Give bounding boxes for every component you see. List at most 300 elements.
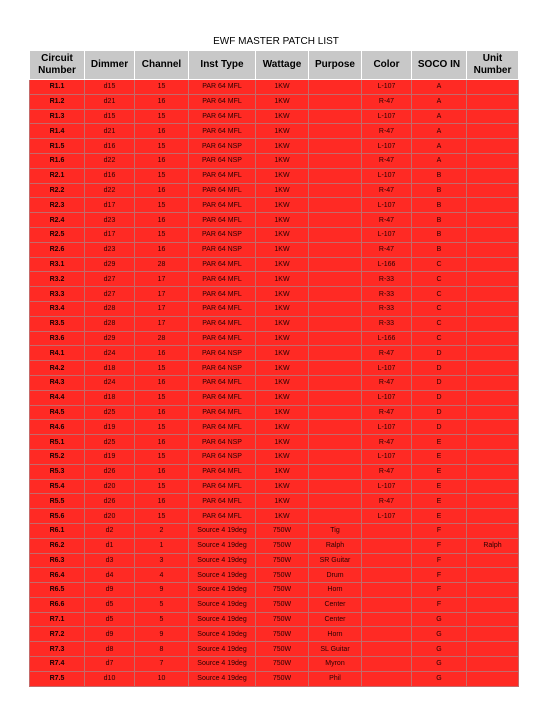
wattage-cell: 750W <box>256 642 309 657</box>
channel-cell: 10 <box>135 671 189 686</box>
channel-cell: 16 <box>135 153 189 168</box>
inst-type-cell: Source 4 19deg <box>189 642 256 657</box>
purpose-cell <box>309 316 362 331</box>
purpose-cell <box>309 435 362 450</box>
circuit-cell: R1.4 <box>30 124 85 139</box>
circuit-cell: R4.3 <box>30 375 85 390</box>
channel-cell: 5 <box>135 597 189 612</box>
soco-cell: B <box>412 198 467 213</box>
wattage-cell: 1KW <box>256 420 309 435</box>
circuit-cell: R2.5 <box>30 227 85 242</box>
inst-type-cell: PAR 64 MFL <box>189 301 256 316</box>
unit-number-cell <box>467 213 519 228</box>
color-cell: R-33 <box>362 272 412 287</box>
header-wattage: Wattage <box>256 51 309 80</box>
dimmer-cell: d15 <box>85 80 135 95</box>
inst-type-cell: Source 4 19deg <box>189 583 256 598</box>
purpose-cell <box>309 301 362 316</box>
page-title: EWF MASTER PATCH LIST <box>213 36 339 47</box>
dimmer-cell: d24 <box>85 346 135 361</box>
unit-number-cell <box>467 346 519 361</box>
unit-number-cell <box>467 494 519 509</box>
unit-number-cell <box>467 657 519 672</box>
table-row <box>30 597 519 612</box>
dimmer-cell: d16 <box>85 168 135 183</box>
purpose-cell <box>309 331 362 346</box>
soco-cell: G <box>412 627 467 642</box>
wattage-cell: 1KW <box>256 375 309 390</box>
channel-cell: 15 <box>135 449 189 464</box>
purpose-cell <box>309 227 362 242</box>
purpose-cell: SL Guitar <box>309 642 362 657</box>
circuit-cell: R3.2 <box>30 272 85 287</box>
purpose-cell <box>309 168 362 183</box>
circuit-cell: R3.4 <box>30 301 85 316</box>
soco-cell: A <box>412 80 467 95</box>
channel-cell: 16 <box>135 124 189 139</box>
channel-cell: 15 <box>135 361 189 376</box>
circuit-cell: R1.2 <box>30 94 85 109</box>
inst-type-cell: PAR 64 MFL <box>189 198 256 213</box>
color-cell: R-47 <box>362 494 412 509</box>
inst-type-cell: PAR 64 NSP <box>189 435 256 450</box>
soco-cell: F <box>412 583 467 598</box>
unit-number-cell <box>467 523 519 538</box>
dimmer-cell: d27 <box>85 272 135 287</box>
inst-type-cell: Source 4 19deg <box>189 612 256 627</box>
wattage-cell: 1KW <box>256 124 309 139</box>
table-row <box>30 272 519 287</box>
color-cell: R-47 <box>362 405 412 420</box>
unit-number-cell <box>467 509 519 524</box>
table-row <box>30 420 519 435</box>
unit-number-cell <box>467 168 519 183</box>
circuit-cell: R4.1 <box>30 346 85 361</box>
inst-type-cell: PAR 64 MFL <box>189 464 256 479</box>
channel-cell: 16 <box>135 242 189 257</box>
table-row <box>30 331 519 346</box>
wattage-cell: 1KW <box>256 316 309 331</box>
channel-cell: 16 <box>135 464 189 479</box>
soco-cell: E <box>412 509 467 524</box>
color-cell: L-107 <box>362 361 412 376</box>
color-cell <box>362 642 412 657</box>
unit-number-cell <box>467 627 519 642</box>
table-row <box>30 642 519 657</box>
dimmer-cell: d25 <box>85 435 135 450</box>
unit-number-cell <box>467 109 519 124</box>
inst-type-cell: PAR 64 MFL <box>189 375 256 390</box>
channel-cell: 15 <box>135 509 189 524</box>
wattage-cell: 750W <box>256 538 309 553</box>
color-cell <box>362 523 412 538</box>
soco-cell: F <box>412 538 467 553</box>
purpose-cell: Center <box>309 597 362 612</box>
color-cell: L-107 <box>362 168 412 183</box>
dimmer-cell: d20 <box>85 479 135 494</box>
circuit-cell: R4.2 <box>30 361 85 376</box>
wattage-cell: 1KW <box>256 509 309 524</box>
color-cell: L-107 <box>362 80 412 95</box>
circuit-cell: R7.2 <box>30 627 85 642</box>
circuit-cell: R5.5 <box>30 494 85 509</box>
color-cell <box>362 627 412 642</box>
unit-number-cell <box>467 139 519 154</box>
soco-cell: D <box>412 375 467 390</box>
purpose-cell <box>309 375 362 390</box>
color-cell: L-107 <box>362 109 412 124</box>
unit-number-cell <box>467 597 519 612</box>
wattage-cell: 1KW <box>256 227 309 242</box>
unit-number-cell <box>467 80 519 95</box>
inst-type-cell: PAR 64 NSP <box>189 361 256 376</box>
circuit-cell: R7.1 <box>30 612 85 627</box>
unit-number-cell <box>467 94 519 109</box>
header-inst-type: Inst Type <box>189 51 256 80</box>
purpose-cell <box>309 94 362 109</box>
soco-cell: A <box>412 94 467 109</box>
channel-cell: 1 <box>135 538 189 553</box>
table-row <box>30 139 519 154</box>
circuit-cell: R6.2 <box>30 538 85 553</box>
soco-cell: A <box>412 109 467 124</box>
soco-cell: D <box>412 405 467 420</box>
dimmer-cell: d23 <box>85 242 135 257</box>
purpose-cell: Tig <box>309 523 362 538</box>
wattage-cell: 750W <box>256 568 309 583</box>
color-cell: R-47 <box>362 242 412 257</box>
wattage-cell: 750W <box>256 583 309 598</box>
wattage-cell: 750W <box>256 671 309 686</box>
wattage-cell: 1KW <box>256 435 309 450</box>
dimmer-cell: d22 <box>85 183 135 198</box>
soco-cell: E <box>412 435 467 450</box>
soco-cell: E <box>412 494 467 509</box>
color-cell: R-47 <box>362 124 412 139</box>
color-cell: R-47 <box>362 94 412 109</box>
circuit-cell: R5.1 <box>30 435 85 450</box>
unit-number-cell <box>467 272 519 287</box>
table-row <box>30 80 519 95</box>
purpose-cell: Ralph <box>309 538 362 553</box>
unit-number-cell <box>467 479 519 494</box>
channel-cell: 9 <box>135 583 189 598</box>
purpose-cell <box>309 479 362 494</box>
dimmer-cell: d21 <box>85 94 135 109</box>
wattage-cell: 1KW <box>256 94 309 109</box>
color-cell: R-33 <box>362 301 412 316</box>
inst-type-cell: PAR 64 MFL <box>189 109 256 124</box>
circuit-cell: R6.6 <box>30 597 85 612</box>
table-row <box>30 583 519 598</box>
wattage-cell: 1KW <box>256 272 309 287</box>
inst-type-cell: PAR 64 MFL <box>189 420 256 435</box>
soco-cell: C <box>412 331 467 346</box>
dimmer-cell: d26 <box>85 464 135 479</box>
color-cell <box>362 612 412 627</box>
table-row <box>30 405 519 420</box>
table-body <box>30 80 519 687</box>
wattage-cell: 1KW <box>256 361 309 376</box>
table-row <box>30 301 519 316</box>
color-cell: R-47 <box>362 213 412 228</box>
unit-number-cell <box>467 553 519 568</box>
unit-number-cell <box>467 301 519 316</box>
dimmer-cell: d25 <box>85 405 135 420</box>
soco-cell: G <box>412 657 467 672</box>
inst-type-cell: PAR 64 NSP <box>189 153 256 168</box>
unit-number-cell: Ralph <box>467 538 519 553</box>
inst-type-cell: Source 4 19deg <box>189 657 256 672</box>
table-row <box>30 346 519 361</box>
channel-cell: 5 <box>135 612 189 627</box>
soco-cell: D <box>412 390 467 405</box>
inst-type-cell: PAR 64 MFL <box>189 390 256 405</box>
channel-cell: 15 <box>135 390 189 405</box>
table-row <box>30 390 519 405</box>
purpose-cell <box>309 346 362 361</box>
table-row <box>30 612 519 627</box>
dimmer-cell: d27 <box>85 287 135 302</box>
channel-cell: 16 <box>135 213 189 228</box>
wattage-cell: 1KW <box>256 242 309 257</box>
purpose-cell: Phil <box>309 671 362 686</box>
table-row <box>30 198 519 213</box>
table-row <box>30 153 519 168</box>
unit-number-cell <box>467 583 519 598</box>
circuit-cell: R5.2 <box>30 449 85 464</box>
table-row <box>30 479 519 494</box>
unit-number-cell <box>467 405 519 420</box>
unit-number-cell <box>467 464 519 479</box>
purpose-cell <box>309 109 362 124</box>
color-cell: R-47 <box>362 346 412 361</box>
soco-cell: E <box>412 449 467 464</box>
wattage-cell: 750W <box>256 657 309 672</box>
color-cell: L-166 <box>362 331 412 346</box>
unit-number-cell <box>467 316 519 331</box>
color-cell: R-47 <box>362 464 412 479</box>
wattage-cell: 1KW <box>256 168 309 183</box>
color-cell: L-107 <box>362 420 412 435</box>
circuit-cell: R5.4 <box>30 479 85 494</box>
inst-type-cell: PAR 64 MFL <box>189 80 256 95</box>
table-row <box>30 523 519 538</box>
purpose-cell: Center <box>309 612 362 627</box>
channel-cell: 2 <box>135 523 189 538</box>
purpose-cell <box>309 494 362 509</box>
unit-number-cell <box>467 612 519 627</box>
table-row <box>30 435 519 450</box>
dimmer-cell: d18 <box>85 390 135 405</box>
purpose-cell <box>309 361 362 376</box>
unit-number-cell <box>467 435 519 450</box>
header-channel: Channel <box>135 51 189 80</box>
dimmer-cell: d17 <box>85 198 135 213</box>
table-row <box>30 287 519 302</box>
wattage-cell: 750W <box>256 612 309 627</box>
dimmer-cell: d15 <box>85 109 135 124</box>
header-color: Color <box>362 51 412 80</box>
dimmer-cell: d9 <box>85 627 135 642</box>
inst-type-cell: PAR 64 MFL <box>189 494 256 509</box>
inst-type-cell: PAR 64 MFL <box>189 331 256 346</box>
table-row <box>30 316 519 331</box>
soco-cell: F <box>412 568 467 583</box>
channel-cell: 16 <box>135 405 189 420</box>
channel-cell: 15 <box>135 139 189 154</box>
unit-number-cell <box>467 287 519 302</box>
channel-cell: 28 <box>135 257 189 272</box>
purpose-cell: Horn <box>309 583 362 598</box>
dimmer-cell: d9 <box>85 583 135 598</box>
table-row <box>30 213 519 228</box>
inst-type-cell: Source 4 19deg <box>189 523 256 538</box>
wattage-cell: 1KW <box>256 346 309 361</box>
table-row <box>30 168 519 183</box>
inst-type-cell: Source 4 19deg <box>189 597 256 612</box>
patch-table <box>29 50 519 687</box>
wattage-cell: 750W <box>256 597 309 612</box>
channel-cell: 15 <box>135 109 189 124</box>
channel-cell: 16 <box>135 375 189 390</box>
channel-cell: 9 <box>135 627 189 642</box>
inst-type-cell: PAR 64 MFL <box>189 405 256 420</box>
circuit-cell: R6.4 <box>30 568 85 583</box>
soco-cell: A <box>412 139 467 154</box>
channel-cell: 3 <box>135 553 189 568</box>
color-cell: R-47 <box>362 183 412 198</box>
color-cell: L-107 <box>362 227 412 242</box>
table-row <box>30 227 519 242</box>
table-row <box>30 671 519 686</box>
dimmer-cell: d5 <box>85 612 135 627</box>
dimmer-cell: d22 <box>85 153 135 168</box>
header-circuit-number: Circuit Number <box>30 51 85 80</box>
dimmer-cell: d8 <box>85 642 135 657</box>
purpose-cell <box>309 287 362 302</box>
channel-cell: 8 <box>135 642 189 657</box>
inst-type-cell: Source 4 19deg <box>189 538 256 553</box>
color-cell: R-47 <box>362 153 412 168</box>
channel-cell: 4 <box>135 568 189 583</box>
soco-cell: C <box>412 257 467 272</box>
unit-number-cell <box>467 361 519 376</box>
circuit-cell: R2.4 <box>30 213 85 228</box>
wattage-cell: 1KW <box>256 405 309 420</box>
dimmer-cell: d7 <box>85 657 135 672</box>
soco-cell: B <box>412 168 467 183</box>
dimmer-cell: d21 <box>85 124 135 139</box>
dimmer-cell: d26 <box>85 494 135 509</box>
channel-cell: 17 <box>135 301 189 316</box>
dimmer-cell: d1 <box>85 538 135 553</box>
soco-cell: E <box>412 479 467 494</box>
unit-number-cell <box>467 183 519 198</box>
table-row <box>30 464 519 479</box>
circuit-cell: R4.4 <box>30 390 85 405</box>
purpose-cell: SR Guitar <box>309 553 362 568</box>
circuit-cell: R3.5 <box>30 316 85 331</box>
soco-cell: C <box>412 316 467 331</box>
header-purpose: Purpose <box>309 51 362 80</box>
wattage-cell: 1KW <box>256 287 309 302</box>
channel-cell: 16 <box>135 94 189 109</box>
circuit-cell: R7.5 <box>30 671 85 686</box>
inst-type-cell: PAR 64 NSP <box>189 449 256 464</box>
wattage-cell: 1KW <box>256 183 309 198</box>
wattage-cell: 1KW <box>256 464 309 479</box>
circuit-cell: R2.1 <box>30 168 85 183</box>
inst-type-cell: PAR 64 MFL <box>189 479 256 494</box>
soco-cell: C <box>412 301 467 316</box>
inst-type-cell: Source 4 19deg <box>189 568 256 583</box>
dimmer-cell: d23 <box>85 213 135 228</box>
dimmer-cell: d2 <box>85 523 135 538</box>
inst-type-cell: PAR 64 NSP <box>189 346 256 361</box>
unit-number-cell <box>467 568 519 583</box>
channel-cell: 17 <box>135 287 189 302</box>
purpose-cell <box>309 213 362 228</box>
dimmer-cell: d17 <box>85 227 135 242</box>
soco-cell: F <box>412 523 467 538</box>
dimmer-cell: d20 <box>85 509 135 524</box>
inst-type-cell: PAR 64 MFL <box>189 257 256 272</box>
color-cell <box>362 583 412 598</box>
wattage-cell: 1KW <box>256 301 309 316</box>
wattage-cell: 750W <box>256 553 309 568</box>
inst-type-cell: PAR 64 MFL <box>189 509 256 524</box>
wattage-cell: 1KW <box>256 80 309 95</box>
soco-cell: D <box>412 346 467 361</box>
table-row <box>30 538 519 553</box>
wattage-cell: 1KW <box>256 331 309 346</box>
unit-number-cell <box>467 449 519 464</box>
unit-number-cell <box>467 227 519 242</box>
header-unit-number: Unit Number <box>467 51 519 80</box>
inst-type-cell: PAR 64 NSP <box>189 227 256 242</box>
table-row <box>30 183 519 198</box>
circuit-cell: R6.1 <box>30 523 85 538</box>
color-cell: L-107 <box>362 479 412 494</box>
unit-number-cell <box>467 331 519 346</box>
purpose-cell: Drum <box>309 568 362 583</box>
table-row <box>30 449 519 464</box>
soco-cell: B <box>412 213 467 228</box>
color-cell: R-47 <box>362 375 412 390</box>
table-row <box>30 94 519 109</box>
color-cell <box>362 657 412 672</box>
wattage-cell: 1KW <box>256 257 309 272</box>
wattage-cell: 1KW <box>256 213 309 228</box>
channel-cell: 28 <box>135 331 189 346</box>
inst-type-cell: PAR 64 MFL <box>189 287 256 302</box>
dimmer-cell: d5 <box>85 597 135 612</box>
color-cell <box>362 597 412 612</box>
soco-cell: B <box>412 183 467 198</box>
purpose-cell <box>309 390 362 405</box>
header-row <box>30 51 519 80</box>
channel-cell: 15 <box>135 420 189 435</box>
soco-cell: A <box>412 153 467 168</box>
soco-cell: B <box>412 242 467 257</box>
circuit-cell: R4.5 <box>30 405 85 420</box>
color-cell: L-107 <box>362 139 412 154</box>
wattage-cell: 1KW <box>256 198 309 213</box>
dimmer-cell: d4 <box>85 568 135 583</box>
inst-type-cell: Source 4 19deg <box>189 627 256 642</box>
soco-cell: C <box>412 287 467 302</box>
